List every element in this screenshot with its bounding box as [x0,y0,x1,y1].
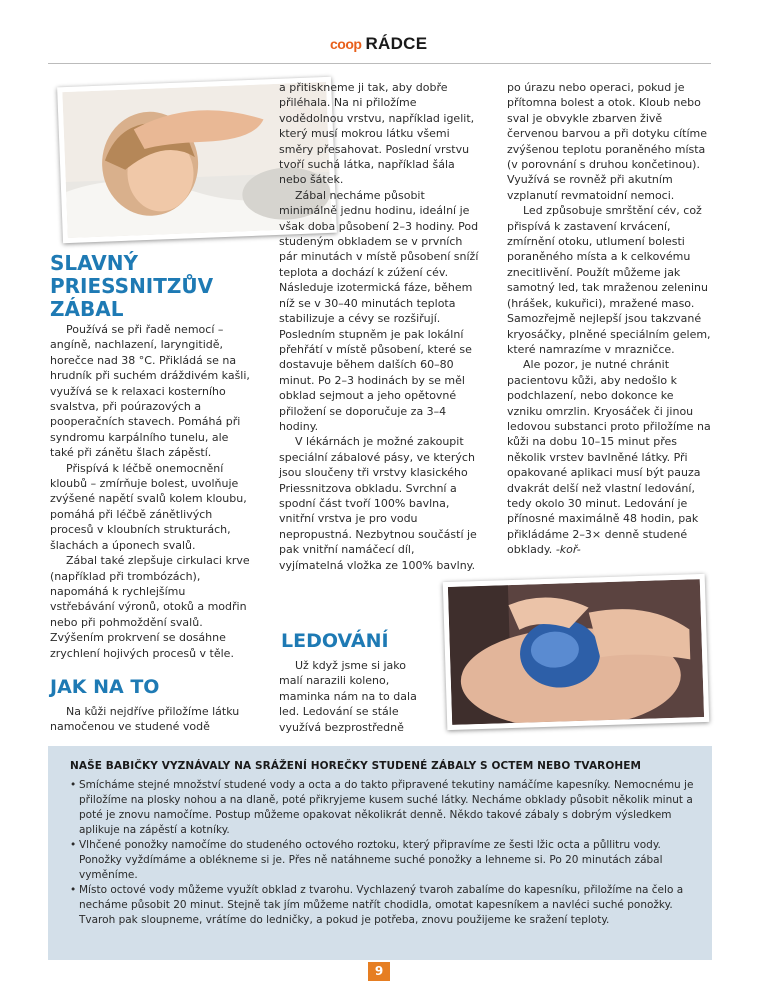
bullet-icon: • [70,839,77,851]
paragraph: Zábal necháme působit minimálně jednu hodinu, ideální je však doba působení 2–3 hodiny. Pod studeným obkladem se v prvních pár minutách v místě působení sníží teplota a dochází k zúžení cév. Následuje izotermická fáze, během níž se v 30–40 minutách teplota stabilizuje a cévy se rozšiřují. Posledním stupněm je pak lokální přehřátí v místě působení, které se dostavuje během dalších 60–80 minut. Po 2–3 hodinách by se měl obklad sejmout a jeho opětovné přiložení se doporučuje za 3–4 hodiny. [279,188,479,433]
coop-logo: coop [330,36,362,52]
heading-ledovani: LEDOVÁNÍ [281,630,389,652]
column-2-text [279,80,479,573]
list-item-text: Smícháme stejné množství studené vody a octa a do takto připravené tekutiny namáčíme kapesníky. Nemocnému je přiložíme na plosky nohou a na dlaně, poté přikryjeme kusem suché látky. Necháme obklady působit několik minut a poté je znovu namočíme. Postup můžeme opakovat několikrát denně. Někdo takové zábaly s dobrým výsledkem aplikuje na zápěstí a kotníky. [79,779,694,836]
list-item-text: Vlhčené ponožky namočíme do studeného octového roztoku, který připravíme ze šesti lžic octa a půllitru vody. Ponožky vyždímáme a oblékneme si je. Přes ně natáhneme suché ponožky a lehneme si. Po 20 minutách zábal vyměníme. [79,839,663,881]
bullet-icon: • [70,779,77,791]
paragraph-text: Ale pozor, je nutné chránit pacientovu kůži, aby nedošlo k podchlazení, nebo dokonce ke vzniku omrzlin. Kryosáček či jinou ledovou substanci proto přiložíme na kůži na dobu 10–15 minut přes několik vrstev bavlněné látky. Při opakované aplikaci musí být pauza dvakrát delší než vlastní ledování, tedy okolo 30 minut. Ledování je přínosné maximálně 48 hodin, pak přikládáme 2–3× denně studené obklady. [507,358,711,557]
list-item [70,838,698,883]
bullet-icon: • [70,884,77,896]
page-number: 9 [368,962,390,981]
heading-priessnitz: SLAVNÝ PRIESSNITZŮV ZÁBAL [50,251,214,321]
author-signature: -koř- [555,543,581,557]
list-item-text: Místo octové vody můžeme využít obklad z tvarohu. Vychlazený tvaroh zabalíme do kapesníku, přiložíme na čelo a necháme působit 20 minut. Stejně tak jím můžeme natřít chodidla, omotat kapesníkem a navléci suché ponožky. Tvaroh pak sloupneme, vrátíme do ledničky, a pokud je potřeba, znovu použijeme ke sražení teploty. [79,884,684,926]
column-1-text [50,322,250,661]
column-3-text [507,80,712,558]
paragraph: Led způsobuje smrštění cév, což přispívá k zastavení krvácení, zmírnění otoku, utlumení bolesti poraněného místa a k celkovému znecitlivění. Použít můžeme jak samotný led, tak mraženou zeleninu (hrášek, kukuřici), mražené maso. Samozřejmě nejlepší jsou takzvané kryosáčky, plněné speciálním gelem, které namrazíme v mrazničce. [507,204,711,356]
tips-box [48,746,712,960]
paragraph: po úrazu nebo operaci, pokud je přítomna bolest a otok. Kloub nebo sval je obvykle zbarven živě červenou barvou a při dotyku cítíme zvýšenou teplotu poraněného místa (v porovnání s druhou končetinou). Využívá se rovněž při akutním vzplanutí revmatoidní nemoci. [507,81,708,202]
list-item [70,883,698,928]
paragraph: a přitiskneme ji tak, aby dobře přiléhala. Na ni přiložíme vodědolnou vrstvu, například igelit, který musí mokrou látku všemi směry přesahovat. Poslední vrstvu tvoří suchá látka, například šála nebo šátek. [279,81,475,187]
paragraph: V lékárnách je možné zakoupit speciální zábalové pásy, ve kterých jsou sloučeny tři vrstvy klasického Priessnitzova obkladu. Svrchní a spodní část tvoří 100% bavlna, vnitřní vrstva je pro vodu nepropustná. Nezbytnou součástí je pak vnitřní namáčecí díl, vyjímatelná vložka ze 100% bavlny. [279,435,477,572]
paragraph: Na kůži nejdříve přiložíme látku namočenou ve studené vodě [50,705,240,734]
rubric-title: RÁDCE [365,34,428,53]
tips-box-title: NAŠE BABIČKY VYZNÁVALY NA SRÁŽENÍ HOREČKY STUDENÉ ZÁBALY S OCTEM NEBO TVAROHEM [70,760,642,772]
list-item [70,778,698,838]
page-header [330,34,427,54]
paragraph: Přispívá k léčbě onemocnění kloubů – zmírňuje bolest, uvolňuje zvýšené napětí svalů kolem kloubu, pomáhá při léčbě zánětlivých procesů v kloubních strukturách, šlachách a úponech svalů. [50,461,247,552]
paragraph [507,357,712,557]
heading-jak-na-to: JAK NA TO [50,676,160,698]
tips-list [70,778,698,928]
paragraph: Zábal také zlepšuje cirkulaci krve (například při trombózách), napomáhá k rychlejšímu vstřebávání výronů, otoků a modřin nebo při pohmoždění svalů. Zvýšením prokrvení se dosáhne zrychlení hojivých procesů v těle. [50,554,250,660]
ice-pack-knee-photo [443,574,710,730]
paragraph: Používá se při řadě nemocí – angíně, nachlazení, laryngitidě, horečce nad 38 °C. Přikládá se na hrudník při suchém dráždivém kašli, využívá se k relaxaci kosterního svalstva, při poúrazových a pooperačních stavech. Pomáhá při syndromu karpálního tunelu, ale také při zánětu šlach zápěstí. [50,323,250,460]
column-2-lower-text [279,658,419,735]
header-rule [48,63,711,64]
paragraph: Už když jsme si jako malí narazili koleno, maminka nám na to dala led. Ledování se stále využívá bezprostředně [279,659,417,734]
column-1-lower-text [50,704,250,735]
